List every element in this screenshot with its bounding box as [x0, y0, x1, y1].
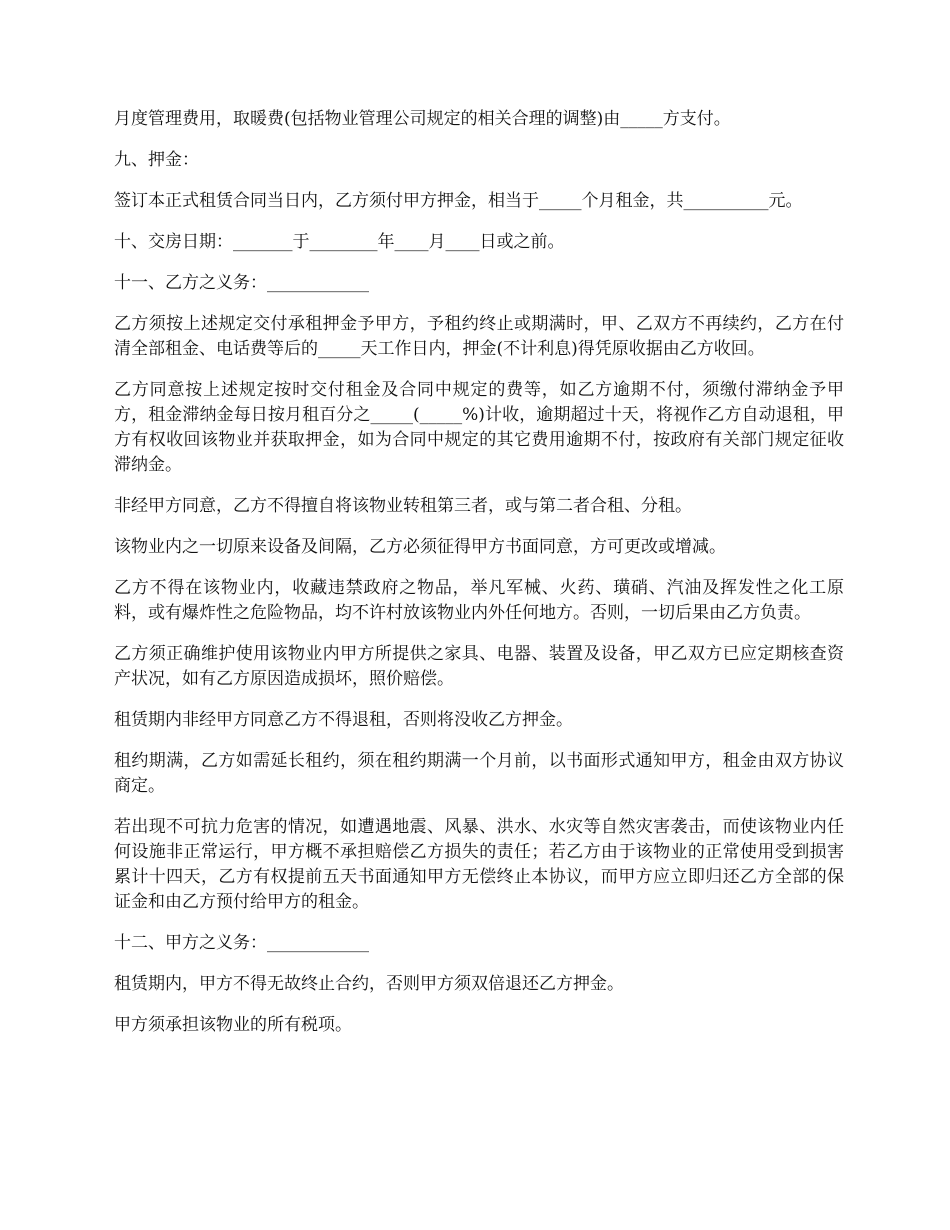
- section-heading-tenant-obligations: 十一、乙方之义务：____________: [114, 273, 369, 293]
- paragraph-late-fee: 乙方同意按上述规定按时交付租金及合同中规定的费等，如乙方逾期不付，须缴付滞纳金予甲方，租金滞纳金每日按月租百分之_____(_____%)计收，逾期超过十天，将视作乙方自动退租，甲方有权收回该物业并获取押金，如为合同中规定的其它费用逾期不付，按政府有关部门规定征收滞纳金。: [114, 380, 844, 475]
- paragraph-no-sublet: 非经甲方同意，乙方不得擅自将该物业转租第三者，或与第二者合租、分租。: [114, 496, 692, 516]
- paragraph-renewal: 租约期满，乙方如需延长租约，须在租约期满一个月前，以书面形式通知甲方，租金由双方协议商定。: [114, 751, 844, 796]
- paragraph-heating-fee: 月度管理费用，取暖费(包括物业管理公司规定的相关合理的调整)由_____方支付。: [114, 109, 731, 129]
- document-page: [114, 107, 844, 1054]
- paragraph-no-alteration: 该物业内之一切原来设备及间隔，乙方必须征得甲方书面同意，方可更改或增减。: [114, 537, 726, 557]
- section-heading-landlord-obligations: 十二、甲方之义务：____________: [114, 933, 369, 953]
- paragraph-deposit-amount: 签订本正式租赁合同当日内，乙方须付甲方押金，相当于_____个月租金，共__________元。: [114, 191, 803, 211]
- paragraph-landlord-taxes: 甲方须承担该物业的所有税项。: [114, 1015, 352, 1035]
- paragraph-prohibited-items: 乙方不得在该物业内，收藏违禁政府之物品，举凡军械、火药、璜硝、汽油及挥发性之化工原料，或有爆炸性之危险物品，均不许村放该物业内外任何地方。否则，一切后果由乙方负责。: [114, 578, 844, 623]
- section-heading-handover-date: 十、交房日期：_______于________年____月____日或之前。: [114, 232, 565, 252]
- paragraph-deposit-refund: 乙方须按上述规定交付承租押金予甲方，予租约终止或期满时，甲、乙双方不再续约，乙方在付清全部租金、电话费等后的_____天工作日内，押金(不计利息)得凭原收据由乙方收回。: [114, 314, 844, 359]
- section-heading-deposit: 九、押金：: [114, 150, 199, 170]
- paragraph-maintenance: 乙方须正确维护使用该物业内甲方所提供之家具、电器、装置及设备，甲乙双方已应定期核查资产状况，如有乙方原因造成损坏，照价赔偿。: [114, 644, 844, 689]
- paragraph-landlord-termination: 租赁期内，甲方不得无故终止合约，否则甲方须双倍退还乙方押金。: [114, 974, 624, 994]
- paragraph-no-early-termination: 租赁期内非经甲方同意乙方不得退租，否则将没收乙方押金。: [114, 710, 573, 730]
- paragraph-force-majeure: 若出现不可抗力危害的情况，如遭遇地震、风暴、洪水、水灾等自然灾害袭击，而使该物业内任何设施非正常运行，甲方概不承担赔偿乙方损失的责任；若乙方由于该物业的正常使用受到损害累计十四天，乙方有权提前五天书面通知甲方无偿终止本协议，而甲方应立即归还乙方全部的保证金和由乙方预付给甲方的租金。: [114, 817, 844, 912]
